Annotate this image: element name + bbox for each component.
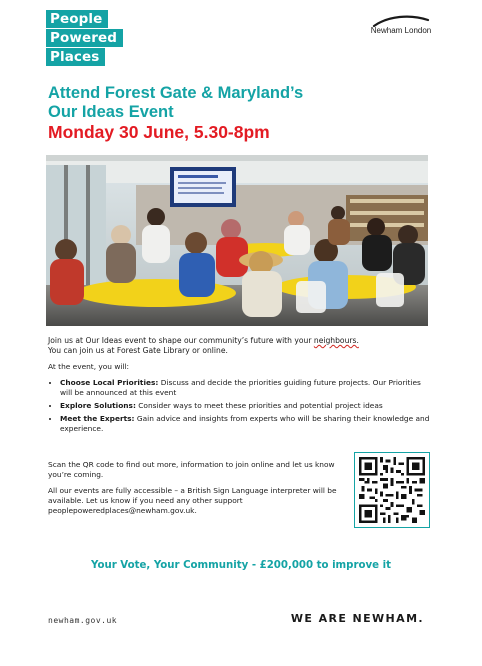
contact-email[interactable]: peoplepoweredplaces@newham.gov.uk. xyxy=(48,506,197,515)
people-powered-places-logo xyxy=(46,10,123,67)
event-date: Monday 30 June, 5.30-8pm xyxy=(48,122,270,142)
lead-text: At the event, you will: xyxy=(48,362,130,371)
intro-paragraph xyxy=(48,336,430,356)
accessibility-text xyxy=(48,486,338,516)
activity-list xyxy=(48,378,430,434)
bullet-title: Explore Solutions: xyxy=(60,401,136,410)
qr-info xyxy=(48,460,338,522)
logo-line-2: Powered xyxy=(46,29,123,47)
footer-slogan: WE ARE NEWHAM. xyxy=(290,612,424,625)
bullet-text: Discuss and decide the priorities guiding future projects. Our Priorities will be announced at this event xyxy=(60,378,421,397)
newham-london-logo xyxy=(366,14,436,35)
tagline: Your Vote, Your Community - £200,000 to improve it xyxy=(91,560,391,571)
intro-text-a: Join us at Our Ideas event to shape our community’s future with your xyxy=(48,336,314,345)
newham-london-text: Newham London xyxy=(370,26,432,35)
intro-text-c: You can join us at Forest Gate Library or online. xyxy=(48,346,228,355)
access-text: All our events are fully accessible – a British Sign Language interpreter will be available. Let us know if you need any other support xyxy=(48,486,337,505)
qr-code[interactable] xyxy=(354,452,430,528)
event-description xyxy=(48,336,430,515)
intro-text-b: neighbours. xyxy=(313,336,359,345)
headline-line-1: Attend Forest Gate & Maryland’s xyxy=(48,84,304,102)
bullet-text: Gain advice and insights from experts who will be sharing their knowledge and experience. xyxy=(60,414,430,433)
list-item xyxy=(60,401,430,411)
logo-line-3: Places xyxy=(46,48,105,66)
headline xyxy=(48,84,303,143)
headline-line-2: Our Ideas Event xyxy=(48,103,174,121)
bullet-text: Consider ways to meet these priorities and potential project ideas xyxy=(135,401,383,410)
bullet-title: Choose Local Priorities: xyxy=(60,378,159,387)
logo-line-1: People xyxy=(46,10,108,28)
qr-text: Scan the QR code to find out more, information to join online and let us know you’re coming. xyxy=(48,460,335,479)
bullet-title: Meet the Experts: xyxy=(60,414,135,423)
qr-code-icon xyxy=(359,457,425,523)
event-photo xyxy=(46,155,428,326)
list-item xyxy=(60,378,430,398)
website-link[interactable]: newham.gov.uk xyxy=(48,616,118,625)
list-item xyxy=(60,414,430,434)
